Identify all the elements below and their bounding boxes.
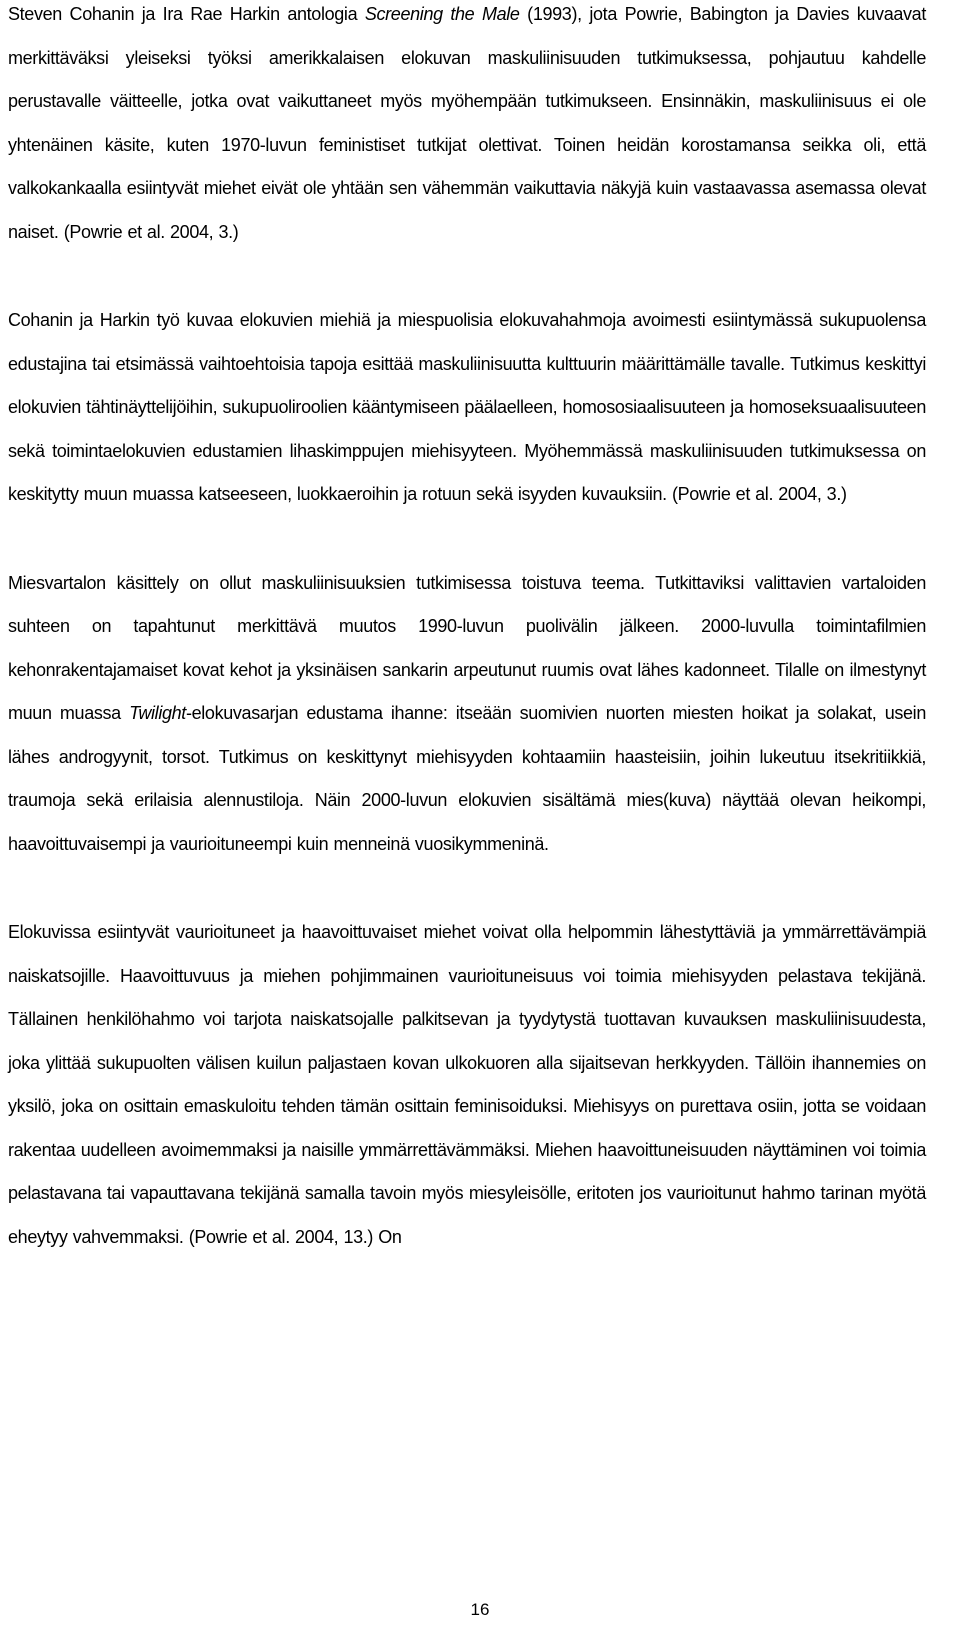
film-title-twilight: Twilight bbox=[129, 703, 186, 723]
paragraph-2-segment-1: Cohanin ja Harkin työ kuvaa elokuvien miehiä ja miespuolisia elokuvahahmoja avoimesti esiintymässä sukupuolensa edustajina tai etsimässä vaihtoehtoisia tapoja esittää maskuliinisuutta kulttuurin määrittämälle tavalle. Tutkimus keskittyi elokuvien tähtinäyttelijöihin, sukupuoliroolien kääntymiseen päälaelleen, homososiaalisuuteen ja homoseksuaalisuuteen sekä toimintaelokuvien edustamien lihaskimppujen miehisyyteen. Myöhemmässä maskuliinisuuden tutkimuksessa on keskitytty muun muassa katseeseen, luokkaeroihin ja rotuun sekä isyyden kuvauksiin. (Powrie et al. 2004, 3.) bbox=[8, 310, 926, 504]
paragraph-1-segment-3: (1993), jota Powrie, Babington ja Davies kuvaavat merkittäväksi yleiseksi työksi amerikkalaisen elokuvan maskuliinisuuden tutkimuksessa, pohjautuu kahdelle perustavalle väitteelle, jotka ovat vaikuttaneet myös myöhempään tutkimukseen. Ensinnäkin, maskuliinisuus ei ole yhtenäinen käsite, kuten 1970-luvun feministiset tutkijat olettivat. Toinen heidän korostamansa seikka oli, että valkokankaalla esiintyvät miehet eivät ole yhtään sen vähemmän vaikuttavia näkyjä kuin vastaavassa asemassa olevat naiset. (Powrie et al. 2004, 3.) bbox=[8, 4, 926, 242]
book-title-screening-the-male: Screening the Male bbox=[364, 4, 520, 24]
paragraph-1-segment-1: Steven Cohanin ja Ira Rae Harkin antologia bbox=[8, 4, 365, 24]
paragraph-4-segment-1: Elokuvissa esiintyvät vaurioituneet ja haavoittuvaiset miehet voivat olla helpommin lähestyttäviä ja ymmärrettävämpiä naiskatsojille. Haavoittuvuus ja miehen pohjimmainen vaurioituneisuus voi toimia miehisyyden pelastava tekijänä. Tällainen henkilöhahmo voi tarjota naiskatsojalle palkitsevan ja tyydytystä tuottavan kuvauksen maskuliinisuudesta, joka ylittää sukupuolten välisen kuilun paljastaen kovan ulkokuoren alla sijaitsevan herkkyyden. Tällöin ihannemies on yksilö, joka on osittain emaskuloitu tehden tämän osittain feminisoiduksi. Miehisyys on purettava osiin, jotta se voidaan rakentaa uudelleen avoimemmaksi ja naisille ymmärrettävämmäksi. Miehen haavoittuneisuuden näyttäminen voi toimia pelastavana tai vapauttavana tekijänä samalla tavoin myös miesyleisölle, eritoten jos vaurioitunut hahmo tarinan myötä eheytyy vahvemmaksi. (Powrie et al. 2004, 13.) On bbox=[8, 922, 926, 1247]
paragraph-3 bbox=[8, 562, 926, 867]
paragraph-3-segment-1: Miesvartalon käsittely on ollut maskuliinisuuksien tutkimisessa toistuva teema. Tutkittaviksi valittavien vartaloiden suhteen on tapahtunut merkittävä muutos 1990-luvun puolivälin jälkeen. 2000-luvulla toimintafilmien kehonrakentajamaiset kovat kehot ja yksinäisen sankarin arpeutunut ruumis ovat lähes kadonneet. Tilalle on ilmestynyt muun muassa bbox=[8, 572, 926, 723]
paragraph-1 bbox=[8, 0, 926, 254]
paragraph-3-segment-3: -elokuvasarjan edustama ihanne: itseään suomivien nuorten miesten hoikat ja solakat, usein lähes androgyynit, torsot. Tutkimus on keskittynyt miehisyyden kohtaamiin haasteisiin, joihin lukeutuu itsekritiikkiä, traumoja sekä erilaisia alennustiloja. Näin 2000-luvun elokuvien sisältämä mies(kuva) näyttää olevan heikompi, haavoittuvaisempi ja vaurioituneempi kuin menneinä vuosikymmeninä. bbox=[8, 703, 926, 854]
paragraph-4 bbox=[8, 911, 926, 1259]
paragraph-2 bbox=[8, 299, 926, 517]
page-number: 16 bbox=[470, 1600, 490, 1619]
document-page bbox=[8, 0, 926, 1627]
